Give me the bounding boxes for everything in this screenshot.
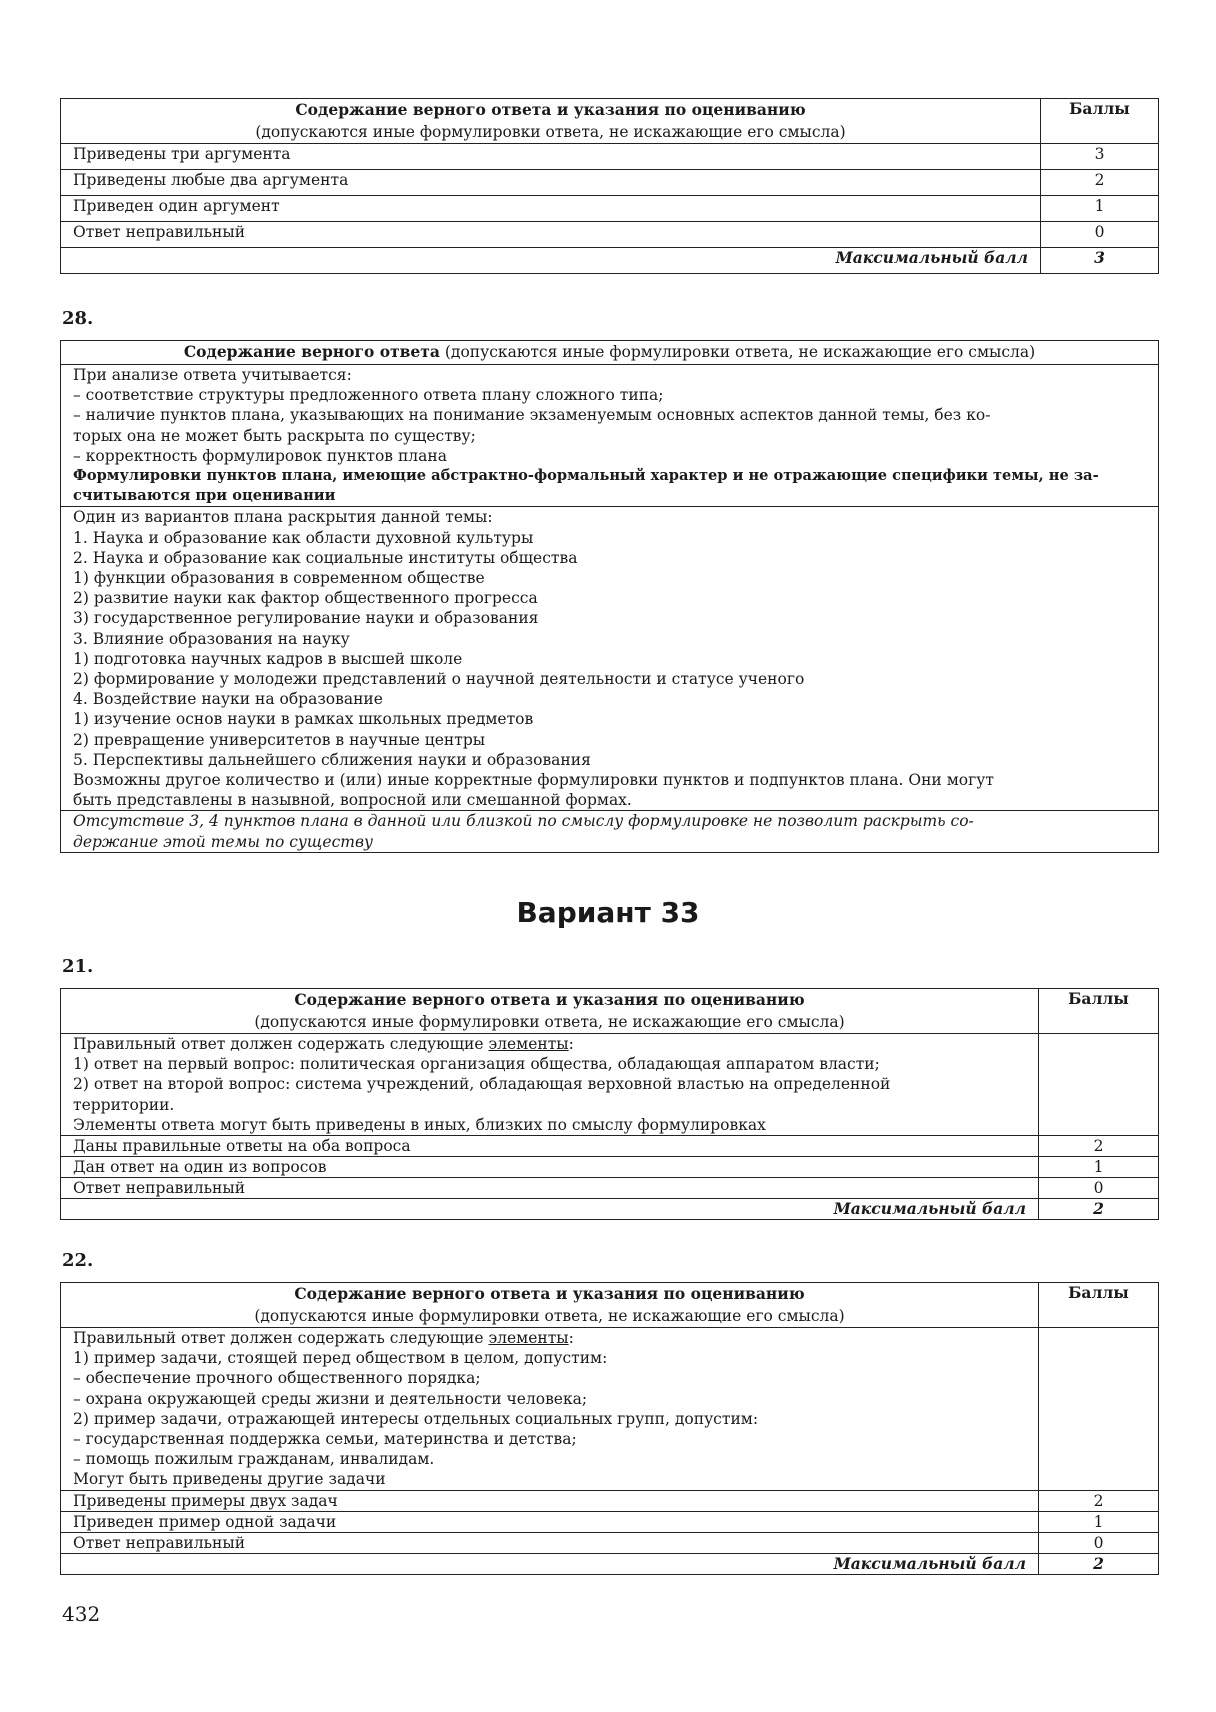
- task28-plan: Один из вариантов плана раскрытия данной темы: 1. Наука и образование как области духовной культуры 2. Наука и образование как социальные институты общества 1) функции образования в современном обществе 2) развитие науки как фактор общественного прогресса 3) государственное регулирование науки и образования 3. Влияние образования на науку 1) подготовка научных кадров в высшей школе 2) формирование у молодежи представлений о научной деятельности и статусе ученого 4. Воздействие науки на образование 1) изучение основ науки в рамках школьных предметов 2) превращение университетов в научные центры 5. Перспективы дальнейшего сближения науки и образования Возможны другое количество и (или) иные корректные формулировки пунктов и подпунктов плана. Они могут быть представлены в назывной, вопросной или смешанной формах.: [61, 507, 1159, 811]
- task28-header: Содержание верного ответа (допускаются иные формулировки ответа, не искажающие его смысла): [61, 341, 1159, 365]
- task21-table: [60, 988, 1159, 1220]
- points-cell: 0: [1039, 1532, 1159, 1553]
- points-cell: 0: [1039, 1178, 1159, 1199]
- table-row: Ответ неправильный: [61, 222, 1041, 248]
- task28-table: [60, 340, 1159, 853]
- max-score-label: Максимальный балл: [61, 1553, 1039, 1574]
- table-row: Ответ неправильный: [61, 1532, 1039, 1553]
- task-number-28: 28.: [62, 308, 94, 329]
- points-cell: 2: [1039, 1136, 1159, 1157]
- points-header: Баллы: [1039, 1283, 1159, 1328]
- task22-content: Правильный ответ должен содержать следующие элементы: 1) пример задачи, стоящей перед обществом в целом, допустим: – обеспечение прочного общественного порядка; – охрана окружающей среды жизни и деятельности человека; 2) пример задачи, отражающей интересы отдельных социальных групп, допустим: – государственная поддержка семьи, материнства и детства; – помощь пожилым гражданам, инвалидам. Могут быть приведены другие задачи: [61, 1328, 1039, 1491]
- task-number-22: 22.: [62, 1250, 94, 1271]
- max-score-label: Максимальный балл: [61, 1199, 1039, 1220]
- max-score-value: 2: [1039, 1199, 1159, 1220]
- page-number: 432: [62, 1602, 101, 1626]
- task28-note: Отсутствие 3, 4 пунктов плана в данной или близкой по смыслу формулировке не позволит раскрыть со- держание этой темы по существу: [61, 811, 1159, 852]
- points-cell: 2: [1039, 1490, 1159, 1511]
- points-cell: 2: [1041, 170, 1159, 196]
- points-cell: 0: [1041, 222, 1159, 248]
- max-score-value: 3: [1041, 248, 1159, 274]
- table-header: Содержание верного ответа и указания по оцениванию (допускаются иные формулировки ответа, не искажающие его смысла): [61, 989, 1039, 1034]
- table-row: Ответ неправильный: [61, 1178, 1039, 1199]
- max-score-value: 2: [1039, 1553, 1159, 1574]
- table-row: Приведены примеры двух задач: [61, 1490, 1039, 1511]
- points-header: Баллы: [1039, 989, 1159, 1034]
- points-cell: 1: [1041, 196, 1159, 222]
- variant-title: Вариант 33: [516, 896, 700, 929]
- points-cell: 1: [1039, 1511, 1159, 1532]
- table-row: Дан ответ на один из вопросов: [61, 1157, 1039, 1178]
- task28-criteria: При анализе ответа учитывается: – соответствие структуры предложенного ответа плану сложного типа; – наличие пунктов плана, указывающих на понимание экзаменуемым основных аспектов данной темы, без ко- торых она не может быть раскрыта по существу; – корректность формулировок пунктов плана Формулировки пунктов плана, имеющие абстрактно-формальный характер и не отражающие специфики темы, не за- считываются при оценивании: [61, 365, 1159, 507]
- points-cell: 3: [1041, 144, 1159, 170]
- table-row: Приведены три аргумента: [61, 144, 1041, 170]
- points-header: Баллы: [1041, 99, 1159, 144]
- table-header: Содержание верного ответа и указания по оцениванию (допускаются иные формулировки ответа, не искажающие его смысла): [61, 1283, 1039, 1328]
- points-cell: 1: [1039, 1157, 1159, 1178]
- task22-table: [60, 1282, 1159, 1575]
- table-row: Даны правильные ответы на оба вопроса: [61, 1136, 1039, 1157]
- task21-content: Правильный ответ должен содержать следующие элементы: 1) ответ на первый вопрос: политическая организация общества, обладающая аппаратом власти; 2) ответ на второй вопрос: система учреждений, обладающая верховной властью на определенной территории. Элементы ответа могут быть приведены в иных, близких по смыслу формулировках: [61, 1034, 1039, 1136]
- table-header: Содержание верного ответа и указания по оцениванию (допускаются иные формулировки ответа, не искажающие его смысла): [61, 99, 1041, 144]
- task-number-21: 21.: [62, 956, 94, 977]
- table-row: Приведен один аргумент: [61, 196, 1041, 222]
- max-score-label: Максимальный балл: [61, 248, 1041, 274]
- table-row: Приведены любые два аргумента: [61, 170, 1041, 196]
- scoring-table-top: [60, 98, 1159, 274]
- table-row: Приведен пример одной задачи: [61, 1511, 1039, 1532]
